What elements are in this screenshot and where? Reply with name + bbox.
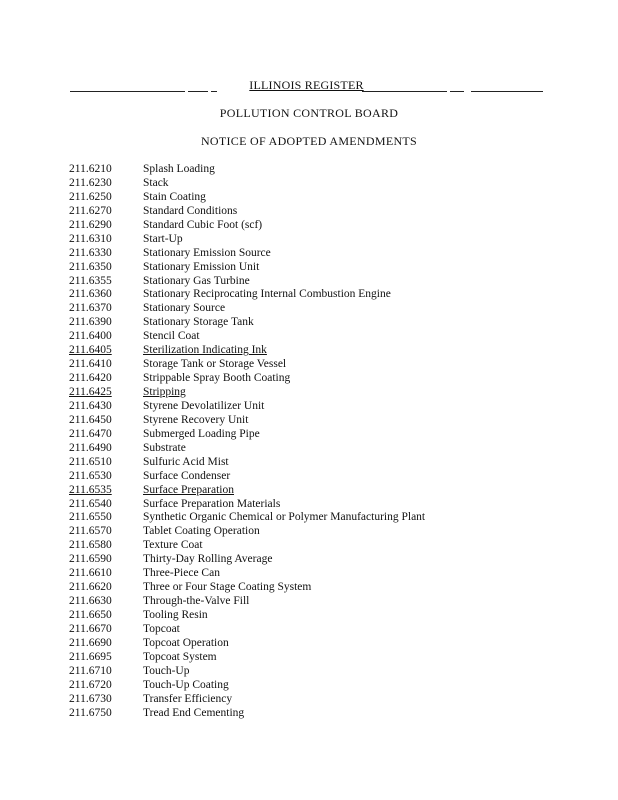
section-number: 211.6630 [69, 595, 112, 608]
section-row [69, 539, 425, 553]
section-list [69, 163, 425, 721]
section-row [69, 581, 425, 595]
section-row [69, 651, 425, 665]
section-row [69, 316, 425, 330]
section-row [69, 302, 425, 316]
section-number: 211.6620 [69, 581, 112, 594]
section-title: Sterilization Indicating Ink [143, 344, 267, 357]
section-number: 211.6400 [69, 330, 112, 343]
section-number: 211.6420 [69, 372, 112, 385]
section-number: 211.6350 [69, 260, 112, 273]
section-title: Three-Piece Can [143, 567, 220, 580]
section-title: Standard Cubic Foot (scf) [143, 218, 263, 231]
section-title: Start-Up [143, 232, 183, 245]
section-title: Surface Condenser [143, 469, 231, 482]
section-row [69, 553, 425, 567]
section-number: 211.6390 [69, 316, 112, 329]
section-number: 211.6580 [69, 539, 112, 552]
register-header [70, 78, 543, 92]
section-title: Stationary Reciprocating Internal Combustion Engine [143, 288, 391, 301]
section-title: Touch-Up [143, 664, 190, 677]
section-row [69, 609, 425, 623]
section-row [69, 637, 425, 651]
section-title: Three or Four Stage Coating System [143, 581, 312, 594]
section-row [69, 330, 425, 344]
section-row [69, 372, 425, 386]
section-title: Tablet Coating Operation [143, 525, 260, 538]
section-title: Stationary Source [143, 302, 226, 315]
notice-title: NOTICE OF ADOPTED AMENDMENTS [200, 134, 418, 148]
section-title: Submerged Loading Pipe [143, 427, 260, 440]
section-row [69, 525, 425, 539]
section-title: Stationary Storage Tank [143, 316, 254, 329]
section-title: Substrate [143, 441, 186, 454]
section-row [69, 567, 425, 581]
section-number: 211.6210 [69, 163, 112, 175]
section-number: 211.6360 [69, 288, 112, 301]
section-number: 211.6410 [69, 358, 112, 371]
section-row [69, 163, 425, 177]
section-row [69, 428, 425, 442]
section-number: 211.6670 [69, 622, 112, 635]
section-number: 211.6650 [69, 609, 112, 621]
section-number: 211.6750 [69, 706, 112, 719]
section-row [69, 275, 425, 289]
section-number: 211.6510 [69, 455, 112, 468]
section-title: Styrene Devolatilizer Unit [143, 399, 265, 412]
section-row [69, 511, 425, 525]
section-title: Styrene Recovery Unit [143, 413, 249, 426]
section-row [69, 247, 425, 261]
section-number: 211.6710 [69, 664, 112, 677]
section-number: 211.6610 [69, 567, 112, 580]
section-title: Topcoat System [143, 650, 217, 663]
section-row [69, 623, 425, 637]
section-title: Surface Preparation Materials [143, 497, 281, 510]
section-number: 211.6690 [69, 636, 112, 649]
section-number: 211.6535 [69, 483, 112, 496]
section-title: Stationary Emission Source [143, 246, 271, 259]
section-row [69, 707, 425, 721]
section-number: 211.6720 [69, 678, 112, 691]
section-row [69, 233, 425, 247]
section-title: Touch-Up Coating [143, 678, 229, 691]
register-title: ILLINOIS REGISTER [249, 78, 364, 92]
section-title: Thirty-Day Rolling Average [143, 553, 273, 566]
section-row [69, 484, 425, 498]
section-title: Tread End Cementing [143, 706, 245, 719]
section-number: 211.6570 [69, 525, 112, 538]
section-title: Tooling Resin [143, 609, 208, 621]
section-row [69, 693, 425, 707]
section-row [69, 191, 425, 205]
section-row [69, 498, 425, 512]
section-row [69, 414, 425, 428]
section-title: Stationary Emission Unit [143, 260, 260, 273]
section-title: Transfer Efficiency [143, 692, 233, 705]
section-title: Synthetic Organic Chemical or Polymer Manufacturing Plant [143, 511, 426, 524]
section-row [69, 470, 425, 484]
section-title: Storage Tank or Storage Vessel [143, 358, 287, 371]
section-row [69, 442, 425, 456]
section-number: 211.6230 [69, 176, 112, 189]
section-number: 211.6330 [69, 246, 112, 259]
section-row [69, 386, 425, 400]
section-title: Strippable Spray Booth Coating [143, 372, 291, 385]
section-title: Stationary Gas Turbine [143, 274, 250, 287]
section-row [69, 400, 425, 414]
section-title: Stain Coating [143, 190, 206, 203]
section-title: Surface Preparation [143, 483, 235, 496]
section-number: 211.6370 [69, 302, 112, 315]
section-title: Stencil Coat [143, 330, 200, 343]
section-number: 211.6450 [69, 413, 112, 426]
section-number: 211.6470 [69, 427, 112, 440]
section-number: 211.6490 [69, 441, 112, 454]
section-number: 211.6530 [69, 469, 112, 482]
section-number: 211.6270 [69, 204, 112, 217]
section-title: Stack [143, 176, 169, 189]
section-row [69, 595, 425, 609]
section-title: Standard Conditions [143, 204, 238, 217]
section-number: 211.6250 [69, 190, 112, 203]
section-row [69, 288, 425, 302]
section-title: Through-the-Valve Fill [143, 595, 250, 608]
section-title: Stripping [143, 386, 186, 398]
section-number: 211.6405 [69, 344, 112, 357]
section-number: 211.6310 [69, 232, 112, 245]
section-row [69, 205, 425, 219]
section-row [69, 219, 425, 233]
board-title: POLLUTION CONTROL BOARD [219, 106, 399, 120]
section-number: 211.6730 [69, 692, 112, 705]
section-number: 211.6290 [69, 218, 112, 231]
section-title: Splash Loading [143, 163, 215, 175]
section-row [69, 177, 425, 191]
section-title: Topcoat [143, 622, 180, 635]
section-number: 211.6540 [69, 497, 112, 510]
section-title: Sulfuric Acid Mist [143, 455, 229, 468]
section-number: 211.6590 [69, 553, 112, 566]
section-number: 211.6425 [69, 386, 112, 398]
section-row [69, 456, 425, 470]
section-row [69, 344, 425, 358]
section-title: Topcoat Operation [143, 636, 229, 649]
section-number: 211.6355 [69, 274, 112, 287]
section-title: Texture Coat [143, 539, 203, 552]
section-number: 211.6550 [69, 511, 112, 524]
section-number: 211.6430 [69, 399, 112, 412]
section-number: 211.6695 [69, 650, 112, 663]
section-row [69, 679, 425, 693]
section-row [69, 665, 425, 679]
section-row [69, 261, 425, 275]
section-row [69, 358, 425, 372]
